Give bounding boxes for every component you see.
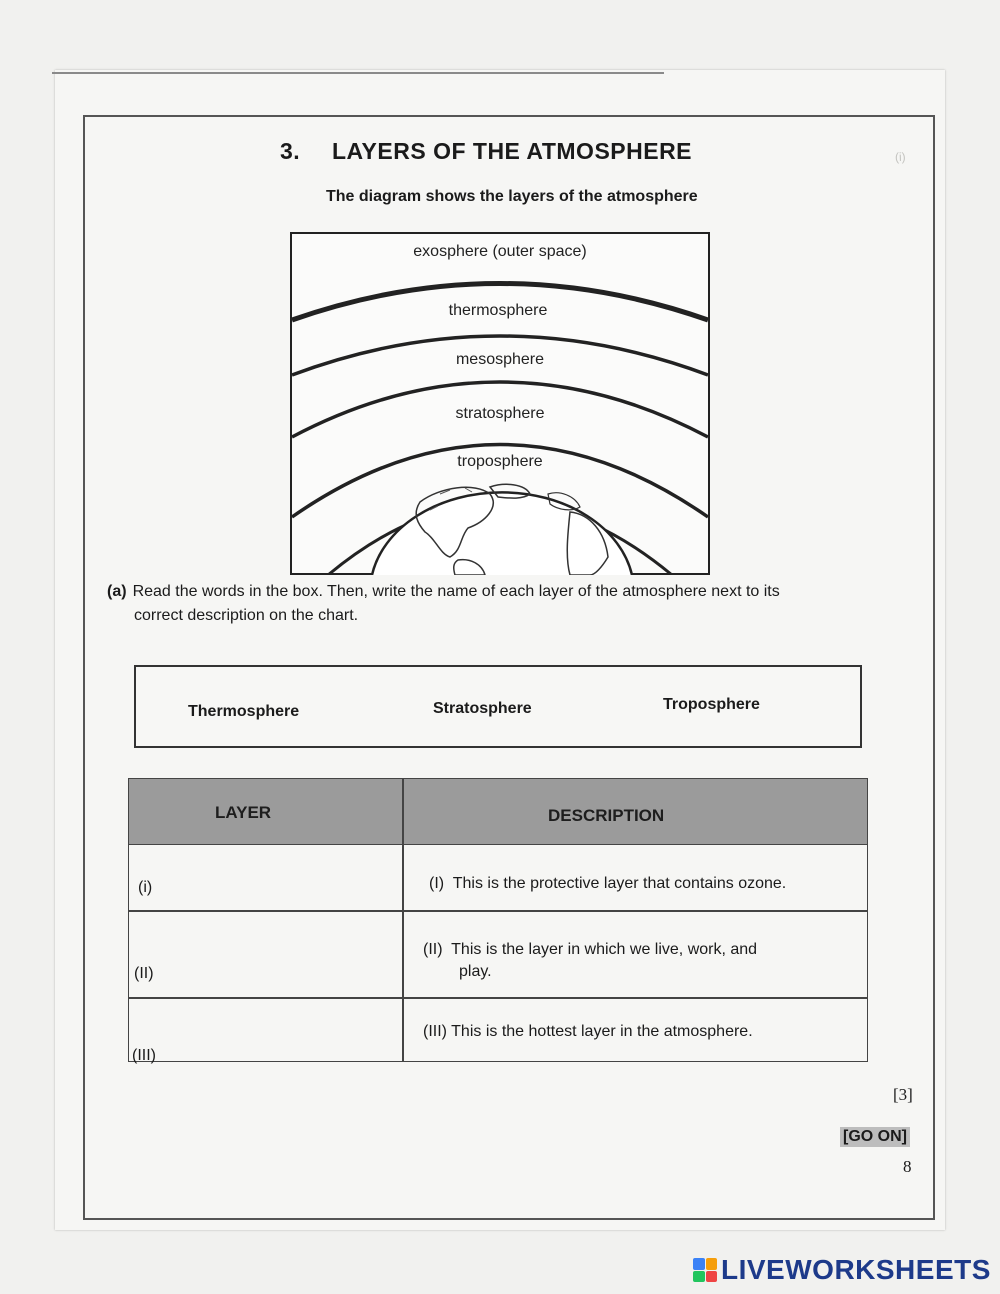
layer-cell-2[interactable]: (II)	[134, 965, 154, 982]
go-on-label: [GO ON]	[840, 1127, 910, 1147]
word-thermosphere[interactable]: Thermosphere	[188, 703, 300, 720]
question-a	[107, 580, 897, 628]
word-troposphere[interactable]: Troposphere	[663, 696, 760, 713]
word-box	[134, 665, 862, 748]
page-number: 8	[903, 1157, 912, 1176]
label-exosphere: exosphere (outer space)	[413, 243, 587, 260]
word-stratosphere[interactable]: Stratosphere	[433, 700, 532, 717]
logo-tile	[706, 1271, 718, 1283]
description-2-num: (II)	[423, 941, 443, 958]
label-troposphere: troposphere	[457, 453, 543, 470]
logo-tile	[706, 1258, 718, 1270]
question-label: (a)	[107, 583, 127, 600]
description-3-text: This is the hottest layer in the atmosphere.	[451, 1023, 753, 1040]
description-1-num: (I)	[429, 875, 445, 892]
column-divider	[402, 779, 404, 1061]
diagram-caption: The diagram shows the layers of the atmosphere	[326, 188, 698, 205]
description-2-text-cont: play.	[459, 963, 492, 980]
liveworksheets-logo	[693, 1254, 991, 1286]
description-1	[429, 873, 786, 895]
question-number: 3.	[280, 138, 301, 164]
description-2	[423, 939, 757, 983]
layer-table	[128, 778, 868, 1062]
question-text-line2: correct description on the chart.	[134, 607, 359, 624]
title-text: LAYERS OF THE ATMOSPHERE	[332, 138, 693, 164]
page-title	[280, 138, 760, 165]
top-rule	[52, 72, 664, 74]
row-divider	[129, 910, 867, 912]
table-header	[129, 779, 867, 845]
liveworksheets-wordmark: LIVEWORKSHEETS	[721, 1254, 991, 1285]
label-mesosphere: mesosphere	[455, 351, 545, 368]
row-divider	[129, 997, 867, 999]
label-stratosphere: stratosphere	[455, 405, 545, 422]
description-3-num: (III)	[423, 1023, 447, 1040]
logo-tile	[693, 1258, 705, 1270]
logo-tile	[693, 1271, 705, 1283]
description-3	[423, 1021, 753, 1043]
liveworksheets-icon	[693, 1258, 717, 1282]
description-1-text: This is the protective layer that contains ozone.	[452, 875, 787, 892]
layer-cell-1[interactable]: (i)	[138, 879, 153, 896]
description-2-text: This is the layer in which we live, work, and	[451, 941, 758, 958]
atmosphere-diagram	[290, 232, 710, 575]
header-description: DESCRIPTION	[548, 806, 665, 825]
question-text-line1: Read the words in the box. Then, write the name of each layer of the atmosphere next to its	[132, 583, 780, 600]
marks-total: [3]	[893, 1085, 913, 1104]
label-thermosphere: thermosphere	[448, 302, 548, 319]
layer-cell-3[interactable]: (III)	[132, 1047, 156, 1064]
bleed-through-text: (i)	[894, 149, 906, 165]
header-layer: LAYER	[215, 803, 272, 822]
